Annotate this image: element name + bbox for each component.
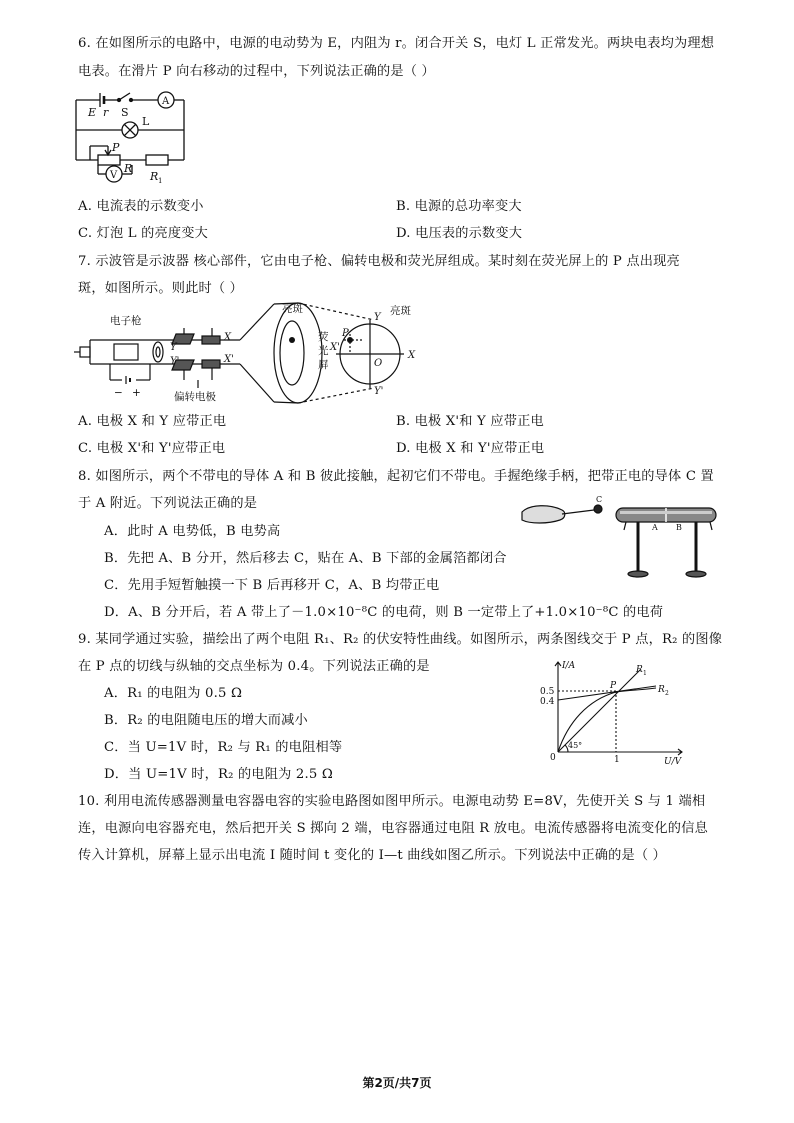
q9-xlabel: U/V bbox=[664, 757, 682, 767]
q7-screen-Yp: Y' bbox=[374, 386, 384, 397]
q10-stem-line3: 传入计算机，屏幕上显示出电流 I 随时间 t 变化的 I—t 曲线如图乙所示。下列说法中正确的是（ ） bbox=[78, 848, 667, 863]
q7-screen-X: X bbox=[408, 350, 416, 361]
q9-origin: 0 bbox=[550, 753, 556, 763]
q8-option-a: A．此时 A 电势低，B 电势高 bbox=[104, 524, 281, 539]
q7-label-screen2: 光 bbox=[318, 345, 329, 357]
q7-option-d: D. 电极 X 和 Y'应带正电 bbox=[396, 441, 545, 456]
q8-option-d: D．A、B 分开后，若 A 带上了－1.0×10⁻⁸C 的电荷，则 B 一定带上了+1.0×10⁻⁸C 的电荷 bbox=[104, 605, 664, 620]
q7-label-minus: − bbox=[114, 387, 123, 399]
q8-option-c: C．先用手短暂触摸一下 B 后再移开 C，A、B 均带正电 bbox=[104, 578, 440, 593]
q9-option-a: A．R₁ 的电阻为 0.5 Ω bbox=[104, 686, 243, 701]
q9-iu-graph bbox=[538, 656, 688, 768]
q9-option-b: B．R₂ 的电阻随电压的增大而减小 bbox=[104, 713, 308, 728]
q8-stem-line1: 8. 如图所示，两个不带电的导体 A 和 B 彼此接触，起初它们不带电。手握绝缘手柄，把带正电的导体 C 置 bbox=[78, 469, 714, 484]
q9-stem-line1: 9. 某同学通过实验，描绘出了两个电阻 R₁、R₂ 的伏安特性曲线。如图所示，两条图线交于 P 点，R₂ 的图像 bbox=[78, 632, 723, 647]
q7-option-c: C. 电极 X'和 Y'应带正电 bbox=[78, 441, 226, 456]
q6-label-P: P bbox=[112, 141, 120, 154]
q9-point-P: P bbox=[610, 681, 617, 691]
q8-option-b: B．先把 A、B 分开，然后移去 C，贴在 A、B 下部的金属箔都闭合 bbox=[104, 551, 507, 566]
q6-circuit-diagram bbox=[70, 88, 190, 190]
q7-label-screen3: 屏 bbox=[318, 359, 329, 371]
q6-stem-line2: 电表。在滑片 P 向右移动的过程中，下列说法正确的是（ ） bbox=[78, 64, 435, 79]
q7-label-deflect: 偏转电极 bbox=[174, 391, 216, 403]
q7-label-gun: 电子枪 bbox=[110, 315, 142, 327]
q9-ylabel: I/A bbox=[562, 661, 576, 671]
q7-plate-Xp: X' bbox=[224, 354, 234, 365]
q9-angle: 45° bbox=[568, 741, 583, 750]
q6-option-b: B. 电源的总功率变大 bbox=[396, 199, 522, 214]
q8-stem-line2: 于 A 附近。下列说法正确的是 bbox=[78, 496, 258, 511]
q7-screen-O: O bbox=[374, 358, 383, 369]
q6-label-r: r bbox=[103, 106, 109, 119]
q8-label-C: C bbox=[596, 496, 603, 504]
q10-stem-line2: 连，电源向电容器充电，然后把开关 S 掷向 2 端，电容器通过电阻 R 放电。电流传感器将电流变化的信息 bbox=[78, 821, 708, 836]
q9-label-R1-sub: 1 bbox=[643, 670, 647, 677]
q7-plate-Y: Y bbox=[170, 342, 177, 353]
q7-screen-Y: Y bbox=[374, 312, 381, 323]
q6-option-c: C. 灯泡 L 的亮度变大 bbox=[78, 226, 209, 241]
q7-option-b: B. 电极 X'和 Y 应带正电 bbox=[396, 414, 544, 429]
q6-ammeter-A: A bbox=[162, 96, 170, 107]
q8-conductor-diagram bbox=[520, 496, 730, 582]
q7-plate-X: X bbox=[224, 332, 232, 343]
q6-label-R1: R bbox=[150, 170, 159, 183]
q7-plate-Yp: Y' bbox=[170, 356, 180, 367]
q6-label-R: R bbox=[124, 162, 133, 175]
q9-option-c: C．当 U=1V 时，R₂ 与 R₁ 的电阻相等 bbox=[104, 740, 343, 755]
q6-option-a: A. 电流表的示数变小 bbox=[78, 199, 204, 214]
q7-oscilloscope-diagram bbox=[74, 300, 424, 408]
q7-stem-line1: 7. 示波管是示波器 核心部件，它由电子枪、偏转电极和荧光屏组成。某时刻在荧光屏上的 P 点出现亮 bbox=[78, 254, 680, 269]
q9-option-d: D．当 U=1V 时，R₂ 的电阻为 2.5 Ω bbox=[104, 767, 334, 782]
q8-label-B: B bbox=[676, 523, 682, 532]
q7-option-a: A. 电极 X 和 Y 应带正电 bbox=[78, 414, 227, 429]
q8-label-A: A bbox=[652, 523, 658, 532]
q9-label-R1: R bbox=[636, 665, 643, 675]
q9-tick-04: 0.4 bbox=[540, 697, 555, 707]
q9-tick-05: 0.5 bbox=[540, 687, 555, 697]
q6-label-E: E bbox=[88, 106, 97, 119]
q7-label-plus: + bbox=[132, 387, 141, 399]
q6-label-L: L bbox=[142, 115, 150, 128]
q7-label-spot1: 亮斑 bbox=[282, 303, 303, 315]
q10-stem-line1: 10. 利用电流传感器测量电容器电容的实验电路图如图甲所示。电源电动势 E=8V，先使开关 S 与 1 端相 bbox=[78, 794, 706, 809]
q9-label-R2-sub: 2 bbox=[665, 690, 669, 697]
q6-stem-line1: 6. 在如图所示的电路中，电源的电动势为 E，内阻为 r。闭合开关 S，电灯 L 正常发光。两块电表均为理想 bbox=[78, 36, 715, 51]
q7-label-spot2: 亮斑 bbox=[390, 305, 411, 317]
q6-option-d: D. 电压表的示数变大 bbox=[396, 226, 523, 241]
q9-tick-x1: 1 bbox=[614, 755, 620, 765]
q7-stem-line2: 斑，如图所示。则此时（ ） bbox=[78, 281, 244, 296]
page-number: 第2页/共7页 bbox=[362, 1076, 432, 1090]
q7-screen-Xp: X' bbox=[330, 342, 340, 353]
q6-label-S: S bbox=[121, 106, 129, 119]
q7-label-screen1: 荧 bbox=[318, 331, 329, 343]
q6-voltmeter-V: V bbox=[110, 170, 118, 181]
q7-screen-P: P bbox=[342, 328, 349, 339]
q6-label-R1-sub: 1 bbox=[158, 177, 163, 185]
q9-label-R2: R bbox=[658, 685, 665, 695]
q9-stem-line2: 在 P 点的切线与纵轴的交点坐标为 0.4。下列说法正确的是 bbox=[78, 659, 430, 674]
